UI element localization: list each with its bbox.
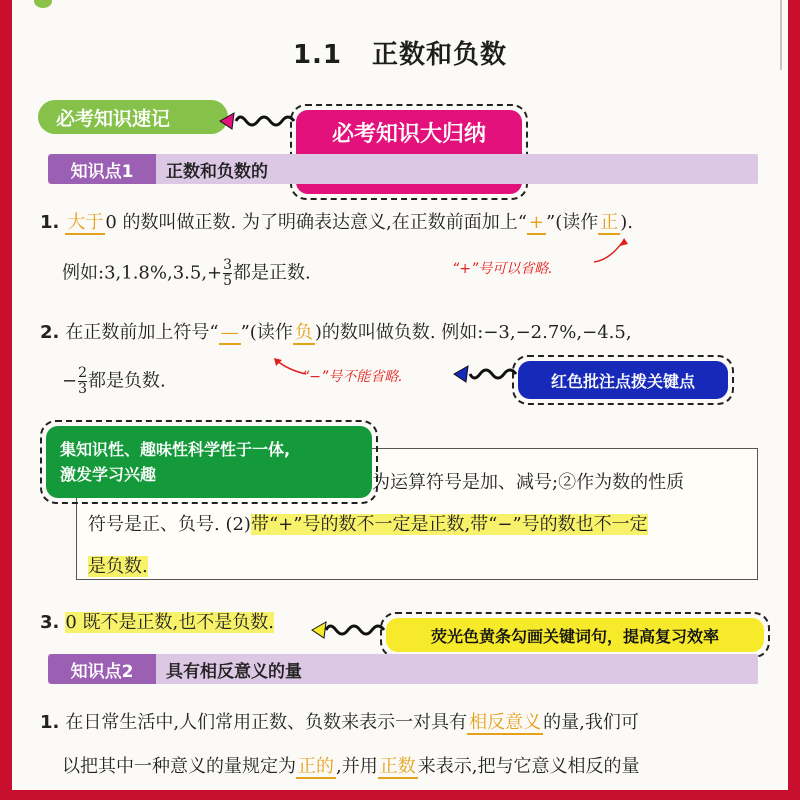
item3-highlight: 0 既不是正数,也不是负数. [65,612,274,633]
kp2-title: 具有相反意义的量 [166,661,302,682]
pink-arrow-icon [218,108,298,134]
kp2-item1-text-c: 以把其中一种意义的量规定为 [62,756,296,777]
item3-number: 3. [40,612,60,633]
item2-text-a: 在正数前加上符号“ [65,322,219,343]
callout-yellow [380,612,770,658]
item1-text-end: ). [620,212,633,233]
callout-pink-line1: 必考知识大归纳 [331,122,486,147]
item2-text-mid: ”(读作 [240,322,293,343]
callout-blue [512,355,734,405]
callout-green [40,420,378,504]
notebox-highlight-1: 带“+”号的数不一定是正数,带“−”号的数也不一定 [250,514,648,535]
notebox-highlight-2: 是负数. [88,556,148,577]
blue-arrow-icon [452,362,518,386]
callout-blue-text: 红色批注点拨关键点 [518,361,728,399]
item2-read-blank: 负 [294,322,313,343]
knowledge-point-2-bar [48,654,758,684]
item1-fill-blank: 大于 [67,212,104,233]
kp2-item1-text-b: 的量,我们可 [543,712,639,733]
section-number: 1.1 [292,40,343,70]
item1-sign-blank: + [528,212,545,233]
kp2-item1-fill: 相反意义 [469,712,542,733]
item2-text-rest: )的数叫做负数. 例如:−3,−2.7%,−4.5, [314,322,632,343]
notebox-line2-pre: 符号是正、负号. (2) [88,514,251,535]
item2-line2 [62,366,166,397]
callout-yellow-text: 荧光色黄条勾画关键词句，提高复习效率 [386,618,764,652]
knowledge-point-1-bar [48,154,758,184]
kp2-item1-line1 [40,708,639,734]
item2-line1 [40,318,632,344]
item1-line2 [62,258,311,289]
callout-pink [290,104,528,200]
item2-example-end: 都是负数. [88,370,166,392]
item2-number: 2. [40,322,60,343]
section-title: 正数和负数 [372,40,508,70]
item1-read-blank: 正 [600,212,619,233]
kp2-item1-text-a: 在日常生活中,人们常用正数、负数来表示一对具有 [65,712,468,733]
item1-text-mid: ”(读作 [546,212,599,233]
kp2-item1-text-d: ,并用 [336,756,378,777]
corner-dot [34,0,52,8]
kp2-item1-fill-3: 正数 [379,756,416,777]
callout-green-line2: 激发学习兴趣 [60,465,157,484]
item1-example-end: 都是正数. [233,262,311,284]
item3-line [40,608,274,634]
kp2-item1-fill-2: 正的 [298,756,334,777]
yellow-arrow-icon [310,616,386,642]
fraction-2-3: $\frac{2}{3}$ [78,365,88,397]
red-note-minus: “−”号不能省略. [302,369,403,385]
fraction-3-5: $\frac{3}{5}$ [223,257,233,289]
callout-green-line1: 集知识性、趣味性科学性于一体, [60,440,291,459]
kp2-item1-line2 [62,752,639,778]
page-title [12,34,788,71]
item1-line1 [40,208,633,234]
textbook-page [12,0,788,790]
item2-minus: − [62,370,78,392]
kp1-title: 正数和负数的 [166,161,268,182]
notebox-line1: 为运算符号是加、减号;②作为数的性质 [372,472,685,493]
kp2-tag: 知识点2 [48,654,156,684]
kp2-item1-text-e: 来表示,把与它意义相反的量 [417,756,640,777]
item1-example: 例如:3,1.8%,3.5,+ [62,262,223,284]
section-tab: 必考知识速记 [38,100,228,134]
kp1-tag: 知识点1 [48,154,156,184]
item2-sign-blank: — [220,322,239,343]
kp2-item1-number: 1. [40,712,60,733]
notebox-line3 [88,552,148,578]
notebox-line2 [88,510,648,536]
red-arrow-icon [590,236,630,266]
red-note-plus: “+”号可以省略. [452,261,553,277]
item1-text-a: 0 的数叫做正数. 为了明确表达意义,在正数前面加上“ [105,212,527,233]
item1-number: 1. [40,212,60,233]
